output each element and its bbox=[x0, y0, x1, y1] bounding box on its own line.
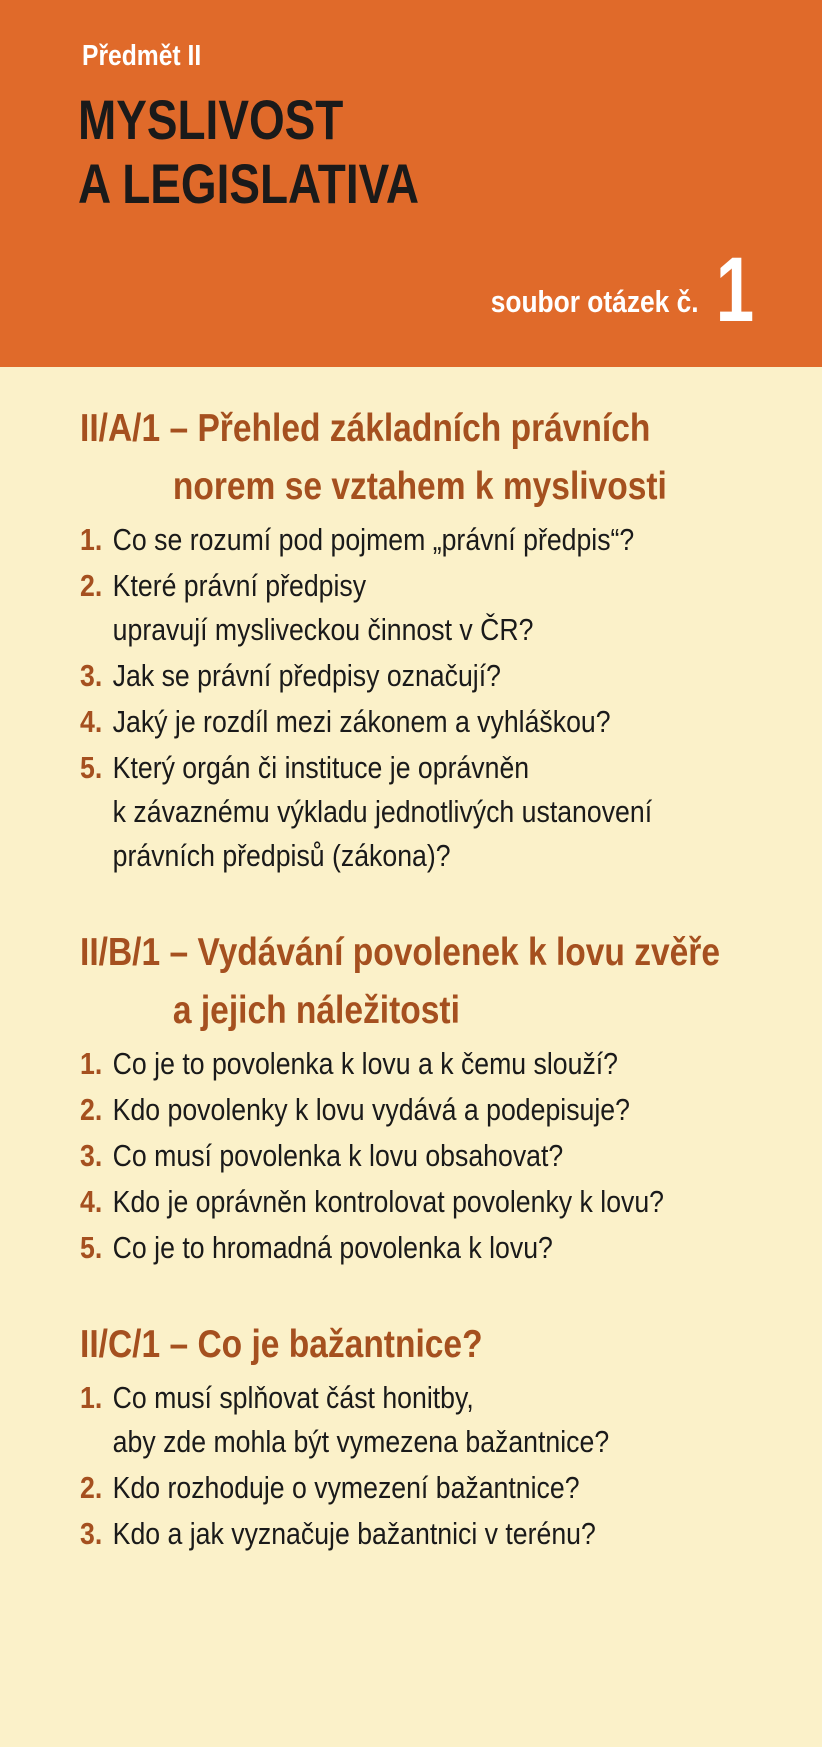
question-number: 2. bbox=[80, 568, 103, 603]
question-text: Co je to hromadná povolenka k lovu? bbox=[112, 1230, 553, 1265]
header-band bbox=[0, 0, 822, 367]
subject-label: Předmět II bbox=[82, 40, 202, 72]
question-item bbox=[80, 564, 802, 652]
question-text: Co musí splňovat část honitby, aby zde mohla být vymezena bažantnice? bbox=[112, 1380, 610, 1459]
question-item bbox=[80, 1180, 802, 1224]
question-text: Který orgán či instituce je oprávněn k závaznému výkladu jednotlivých ustanovení právních předpisů (zákona)? bbox=[112, 750, 653, 873]
question-number: 2. bbox=[80, 1470, 103, 1505]
question-item bbox=[80, 1134, 802, 1178]
question-number: 3. bbox=[80, 1138, 103, 1173]
question-number: 1. bbox=[80, 522, 103, 557]
question-item bbox=[80, 1088, 802, 1132]
question-text: Kdo a jak vyznačuje bažantnici v terénu? bbox=[112, 1516, 596, 1551]
question-text: Jak se právní předpisy označují? bbox=[112, 658, 501, 693]
section-title-line-1: II/A/1 – Přehled základních právních bbox=[80, 407, 651, 450]
question-text: Co musí povolenka k lovu obsahovat? bbox=[112, 1138, 564, 1173]
section-a bbox=[80, 400, 800, 878]
question-number: 3. bbox=[80, 1516, 103, 1551]
question-set-number: 1 bbox=[715, 239, 754, 341]
question-text: Co se rozumí pod pojmem „právní předpis“? bbox=[112, 522, 635, 557]
question-item bbox=[80, 518, 802, 562]
section-c bbox=[80, 1316, 800, 1556]
content bbox=[80, 400, 800, 1602]
question-set-label: soubor otázek č. bbox=[490, 284, 699, 319]
question-item bbox=[80, 1466, 802, 1510]
question-item bbox=[80, 746, 802, 878]
question-number: 1. bbox=[80, 1046, 103, 1081]
title-line-2: A LEGISLATIVA bbox=[78, 152, 419, 215]
title-line-1: MYSLIVOST bbox=[78, 88, 344, 151]
question-text: Co je to povolenka k lovu a k čemu slouží? bbox=[112, 1046, 619, 1081]
question-number: 3. bbox=[80, 658, 103, 693]
section-title-line-1: II/C/1 – Co je bažantnice? bbox=[80, 1323, 483, 1366]
question-item bbox=[80, 1042, 802, 1086]
question-number: 5. bbox=[80, 750, 103, 785]
page-title bbox=[78, 88, 419, 216]
question-item bbox=[80, 1226, 802, 1270]
question-number: 4. bbox=[80, 704, 103, 739]
question-item bbox=[80, 700, 802, 744]
question-item bbox=[80, 1376, 802, 1464]
section-title bbox=[80, 1316, 699, 1374]
question-number: 1. bbox=[80, 1380, 103, 1415]
section-b bbox=[80, 924, 800, 1270]
question-text: Kdo rozhoduje o vymezení bažantnice? bbox=[112, 1470, 580, 1505]
question-text: Kdo povolenky k lovu vydává a podepisuje? bbox=[112, 1092, 630, 1127]
section-title-line-2: a jejich náležitosti bbox=[172, 989, 460, 1032]
question-number: 5. bbox=[80, 1230, 103, 1265]
section-title bbox=[80, 924, 721, 1040]
question-item bbox=[80, 1512, 802, 1556]
question-item bbox=[80, 654, 802, 698]
question-text: Kdo je oprávněn kontrolovat povolenky k lovu? bbox=[112, 1184, 665, 1219]
question-number: 2. bbox=[80, 1092, 103, 1127]
question-text: Jaký je rozdíl mezi zákonem a vyhláškou? bbox=[112, 704, 611, 739]
section-title bbox=[80, 400, 699, 516]
section-title-line-1: II/B/1 – Vydávání povolenek k lovu zvěře bbox=[80, 931, 721, 974]
question-text: Které právní předpisy upravují mysliveckou činnost v ČR? bbox=[112, 568, 534, 647]
question-set bbox=[454, 239, 754, 341]
section-title-line-2: norem se vztahem k myslivosti bbox=[172, 465, 667, 508]
question-number: 4. bbox=[80, 1184, 103, 1219]
